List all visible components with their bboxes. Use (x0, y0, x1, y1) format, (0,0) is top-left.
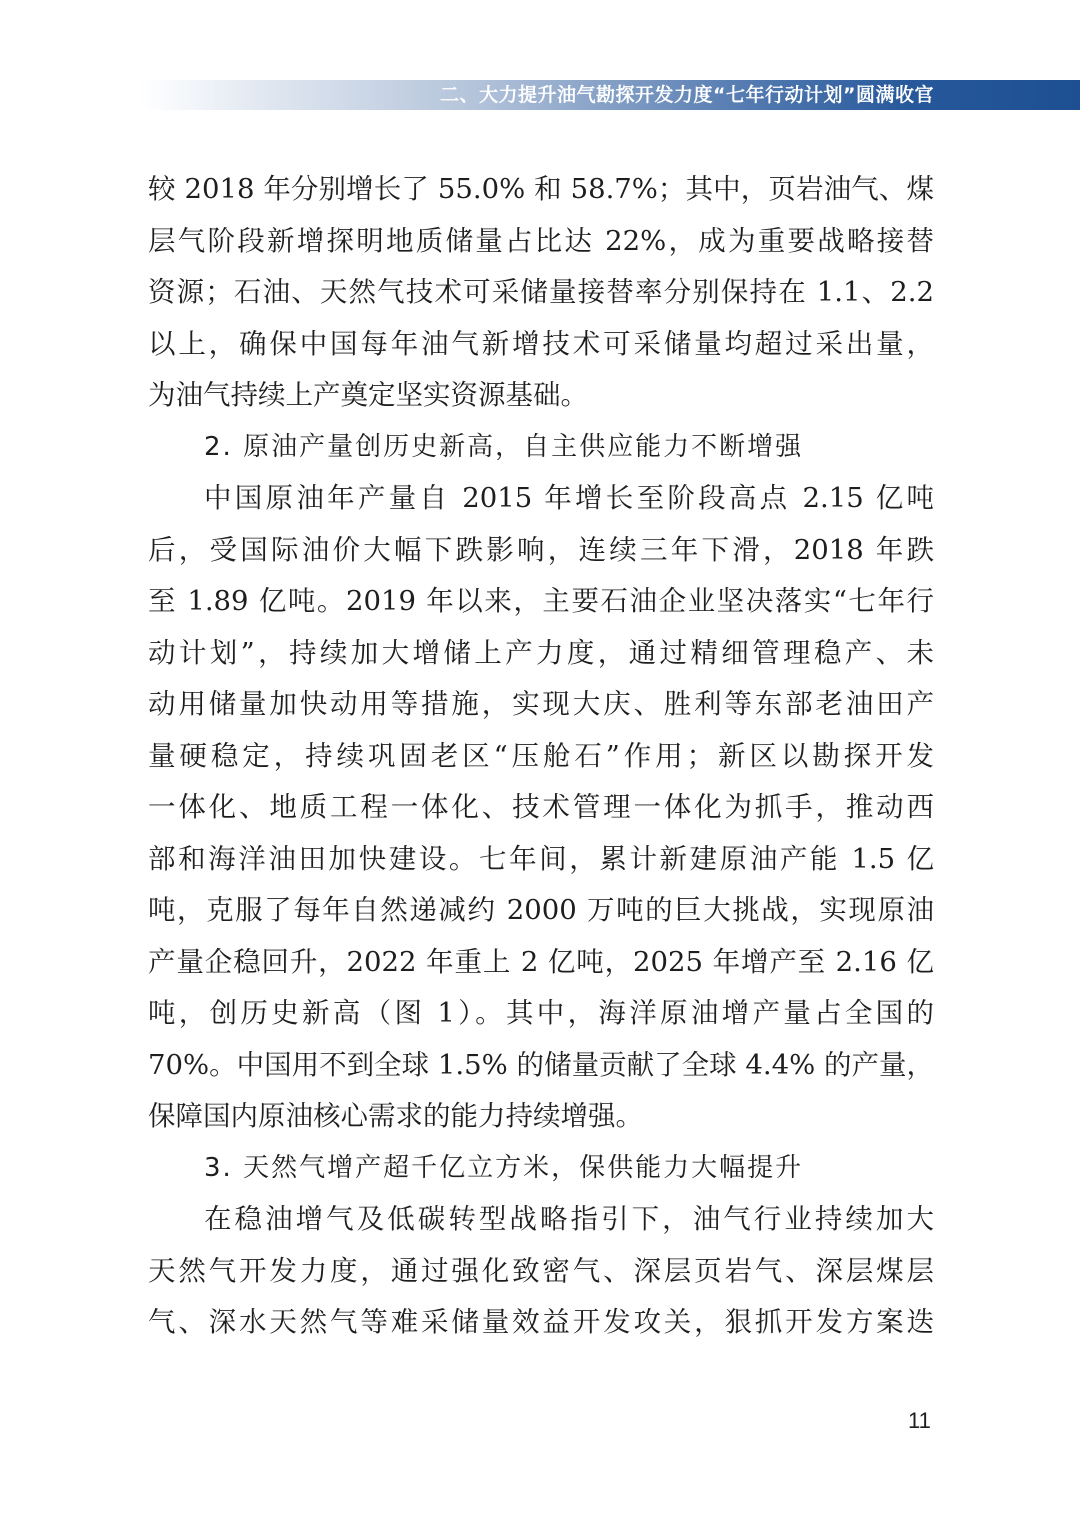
text-line: 吨，克服了每年自然递减约 2000 万吨的巨大挑战，实现原油 (148, 894, 934, 926)
text-line: 部和海洋油田加快建设。七年间，累计新建原油产能 1.5 亿 (148, 842, 934, 875)
text-line: 70%。中国用不到全球 1.5% 的储量贡献了全球 4.4% 的产量， (148, 1048, 934, 1081)
page-number: 11 (908, 1408, 931, 1433)
text-line: 资源；石油、天然气技术可采储量接替率分别保持在 1.1、2.2 (148, 276, 934, 308)
section-heading: 3. 天然气增产超千亿立方米，保供能力大幅提升 (204, 1152, 804, 1183)
text-line: 动计划”，持续加大增储上产力度，通过精细管理稳产、未 (148, 636, 934, 669)
page-content (148, 164, 948, 1349)
text-line: 以上，确保中国每年油气新增技术可采储量均超过采出量， (148, 327, 934, 360)
text-line: 至 1.89 亿吨。2019 年以来，主要石油企业坚决落实“七年行 (148, 585, 934, 617)
chapter-header-bar (140, 80, 1080, 110)
text-line: 一体化、地质工程一体化、技术管理一体化为抓手，推动西 (148, 791, 934, 823)
chapter-title: 二、大力提升油气勘探开发力度“七年行动计划”圆满收官 (440, 84, 934, 106)
text-line: 动用储量加快动用等措施，实现大庆、胜利等东部老油田产 (148, 688, 934, 720)
text-line: 产量企稳回升，2022 年重上 2 亿吨，2025 年增产至 2.16 亿 (148, 945, 934, 978)
text-line: 为油气持续上产奠定坚实资源基础。 (148, 379, 588, 411)
text-line: 较 2018 年分别增长了 55.0% 和 58.7%；其中，页岩油气、煤 (148, 173, 934, 205)
text-line: 中国原油年产量自 2015 年增长至阶段高点 2.15 亿吨 (204, 482, 934, 514)
text-line: 量硬稳定，持续巩固老区“压舱石”作用；新区以勘探开发 (148, 739, 934, 772)
section-heading: 2. 原油产量创历史新高，自主供应能力不断增强 (204, 431, 804, 462)
text-line: 吨，创历史新高（图 1）。其中，海洋原油增产量占全国的 (148, 997, 934, 1029)
text-line: 气、深水天然气等难采储量效益开发攻关，狠抓开发方案迭 (148, 1306, 934, 1338)
text-line: 天然气开发力度，通过强化致密气、深层页岩气、深层煤层 (148, 1254, 934, 1287)
text-line: 后，受国际油价大幅下跌影响，连续三年下滑，2018 年跌 (148, 533, 934, 566)
text-line: 层气阶段新增探明地质储量占比达 22%，成为重要战略接替 (148, 224, 934, 257)
text-line: 保障国内原油核心需求的能力持续增强。 (148, 1100, 643, 1132)
text-line: 在稳油增气及低碳转型战略指引下，油气行业持续加大 (204, 1203, 934, 1235)
